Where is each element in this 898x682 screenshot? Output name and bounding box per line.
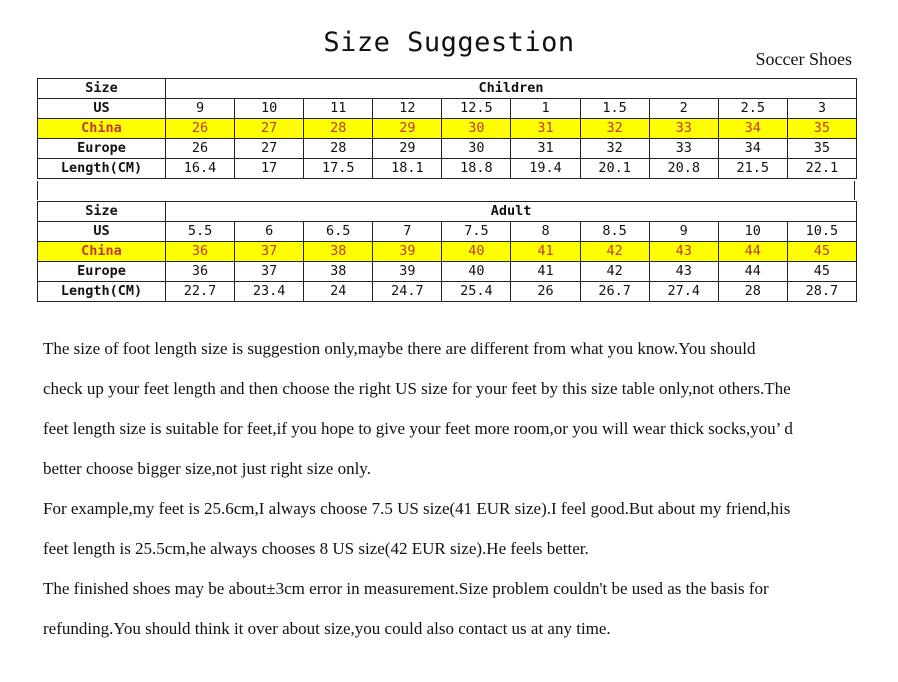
size-notes: [43, 329, 873, 649]
table-cell: 29: [373, 139, 442, 159]
table-cell: 16.4: [166, 159, 235, 179]
table-cell: 26: [166, 139, 235, 159]
table-cell: 35: [787, 119, 856, 139]
table-cell: 2: [649, 99, 718, 119]
table-cell: 27: [235, 119, 304, 139]
table-cell: 28: [718, 282, 787, 302]
table-cell: 32: [580, 119, 649, 139]
page-subtitle: Soccer Shoes: [755, 49, 852, 69]
table-cell: 34: [718, 139, 787, 159]
table-cell: 40: [442, 242, 511, 262]
note-line: feet length size is suitable for feet,if you hope to give your feet more room,or you will wear thick socks,you’ d: [43, 419, 793, 438]
table-cell: 45: [787, 262, 856, 282]
table-cell: 24: [304, 282, 373, 302]
table-cell: 43: [649, 242, 718, 262]
table-cell: 10: [235, 99, 304, 119]
table-cell: 37: [235, 262, 304, 282]
note-line: For example,my feet is 25.6cm,I always choose 7.5 US size(41 EUR size).I feel good.But about my friend,his: [43, 499, 791, 518]
table-row: [38, 262, 857, 282]
table-cell: 30: [442, 119, 511, 139]
row-label: Length(CM): [38, 282, 166, 302]
table-cell: 1.5: [580, 99, 649, 119]
table-cell: 19.4: [511, 159, 580, 179]
adult-size-table: [37, 201, 857, 302]
table-row: [38, 222, 857, 242]
table-cell: 26.7: [580, 282, 649, 302]
table-cell: 28: [304, 119, 373, 139]
table-cell: 26: [166, 119, 235, 139]
table-cell: 21.5: [718, 159, 787, 179]
table-row: [38, 242, 857, 262]
note-line: check up your feet length and then choose the right US size for your feet by this size table only,not others.The: [43, 379, 791, 398]
row-label: Europe: [38, 139, 166, 159]
table-cell: 18.8: [442, 159, 511, 179]
table-cell: 22.1: [787, 159, 856, 179]
children-group-header: Children: [166, 79, 857, 99]
table-cell: 1: [511, 99, 580, 119]
table-cell: 44: [718, 242, 787, 262]
table-cell: 10.5: [787, 222, 856, 242]
table-cell: 7.5: [442, 222, 511, 242]
table-cell: 31: [511, 119, 580, 139]
table-cell: 41: [511, 262, 580, 282]
table-cell: 23.4: [235, 282, 304, 302]
table-row: [38, 139, 857, 159]
table-cell: 33: [649, 119, 718, 139]
table-cell: 38: [304, 242, 373, 262]
table-row: [38, 282, 857, 302]
row-label: US: [38, 99, 166, 119]
row-label: Length(CM): [38, 159, 166, 179]
table-row: [38, 119, 857, 139]
table-cell: 20.8: [649, 159, 718, 179]
table-cell: 24.7: [373, 282, 442, 302]
table-cell: 8.5: [580, 222, 649, 242]
table-cell: 32: [580, 139, 649, 159]
table-cell: 38: [304, 262, 373, 282]
table-cell: 26: [511, 282, 580, 302]
table-cell: 39: [373, 242, 442, 262]
table-cell: 40: [442, 262, 511, 282]
row-label: China: [38, 119, 166, 139]
table-cell: 34: [718, 119, 787, 139]
note-line: refunding.You should think it over about size,you could also contact us at any time.: [43, 619, 611, 638]
table-cell: 20.1: [580, 159, 649, 179]
children-size-table: [37, 78, 857, 179]
note-line: The finished shoes may be about±3cm error in measurement.Size problem couldn't be used as the basis for: [43, 579, 769, 598]
note-line: The size of foot length size is suggestion only,maybe there are different from what you know.You should: [43, 339, 756, 358]
table-cell: 6.5: [304, 222, 373, 242]
table-cell: 39: [373, 262, 442, 282]
table-cell: 17.5: [304, 159, 373, 179]
table-cell: 22.7: [166, 282, 235, 302]
table-cell: 18.1: [373, 159, 442, 179]
table-cell: 37: [235, 242, 304, 262]
table-cell: 17: [235, 159, 304, 179]
table-cell: 8: [511, 222, 580, 242]
table-spacer-row: [37, 181, 855, 200]
adult-group-header: Adult: [166, 202, 857, 222]
size-header-cell: Size: [38, 79, 166, 99]
note-line: feet length is 25.5cm,he always chooses 8 US size(42 EUR size).He feels better.: [43, 539, 589, 558]
table-cell: 30: [442, 139, 511, 159]
table-cell: 36: [166, 242, 235, 262]
note-line: better choose bigger size,not just right size only.: [43, 459, 371, 478]
table-cell: 7: [373, 222, 442, 242]
table-cell: 25.4: [442, 282, 511, 302]
table-cell: 11: [304, 99, 373, 119]
row-label: US: [38, 222, 166, 242]
table-cell: 9: [649, 222, 718, 242]
children-header-row: [38, 79, 857, 99]
table-cell: 6: [235, 222, 304, 242]
table-cell: 44: [718, 262, 787, 282]
table-cell: 41: [511, 242, 580, 262]
table-cell: 35: [787, 139, 856, 159]
table-cell: 43: [649, 262, 718, 282]
table-cell: 9: [166, 99, 235, 119]
table-cell: 27.4: [649, 282, 718, 302]
table-row: [38, 159, 857, 179]
table-cell: 2.5: [718, 99, 787, 119]
table-cell: 45: [787, 242, 856, 262]
table-cell: 29: [373, 119, 442, 139]
table-cell: 28.7: [787, 282, 856, 302]
table-cell: 42: [580, 242, 649, 262]
table-cell: 12.5: [442, 99, 511, 119]
size-header-cell: Size: [38, 202, 166, 222]
table-cell: 5.5: [166, 222, 235, 242]
table-row: [38, 99, 857, 119]
table-cell: 3: [787, 99, 856, 119]
table-cell: 31: [511, 139, 580, 159]
table-cell: 28: [304, 139, 373, 159]
table-cell: 12: [373, 99, 442, 119]
table-cell: 42: [580, 262, 649, 282]
table-cell: 10: [718, 222, 787, 242]
table-cell: 36: [166, 262, 235, 282]
page-title: Size Suggestion: [323, 27, 575, 58]
table-cell: 33: [649, 139, 718, 159]
adult-header-row: [38, 202, 857, 222]
row-label: China: [38, 242, 166, 262]
table-cell: 27: [235, 139, 304, 159]
row-label: Europe: [38, 262, 166, 282]
